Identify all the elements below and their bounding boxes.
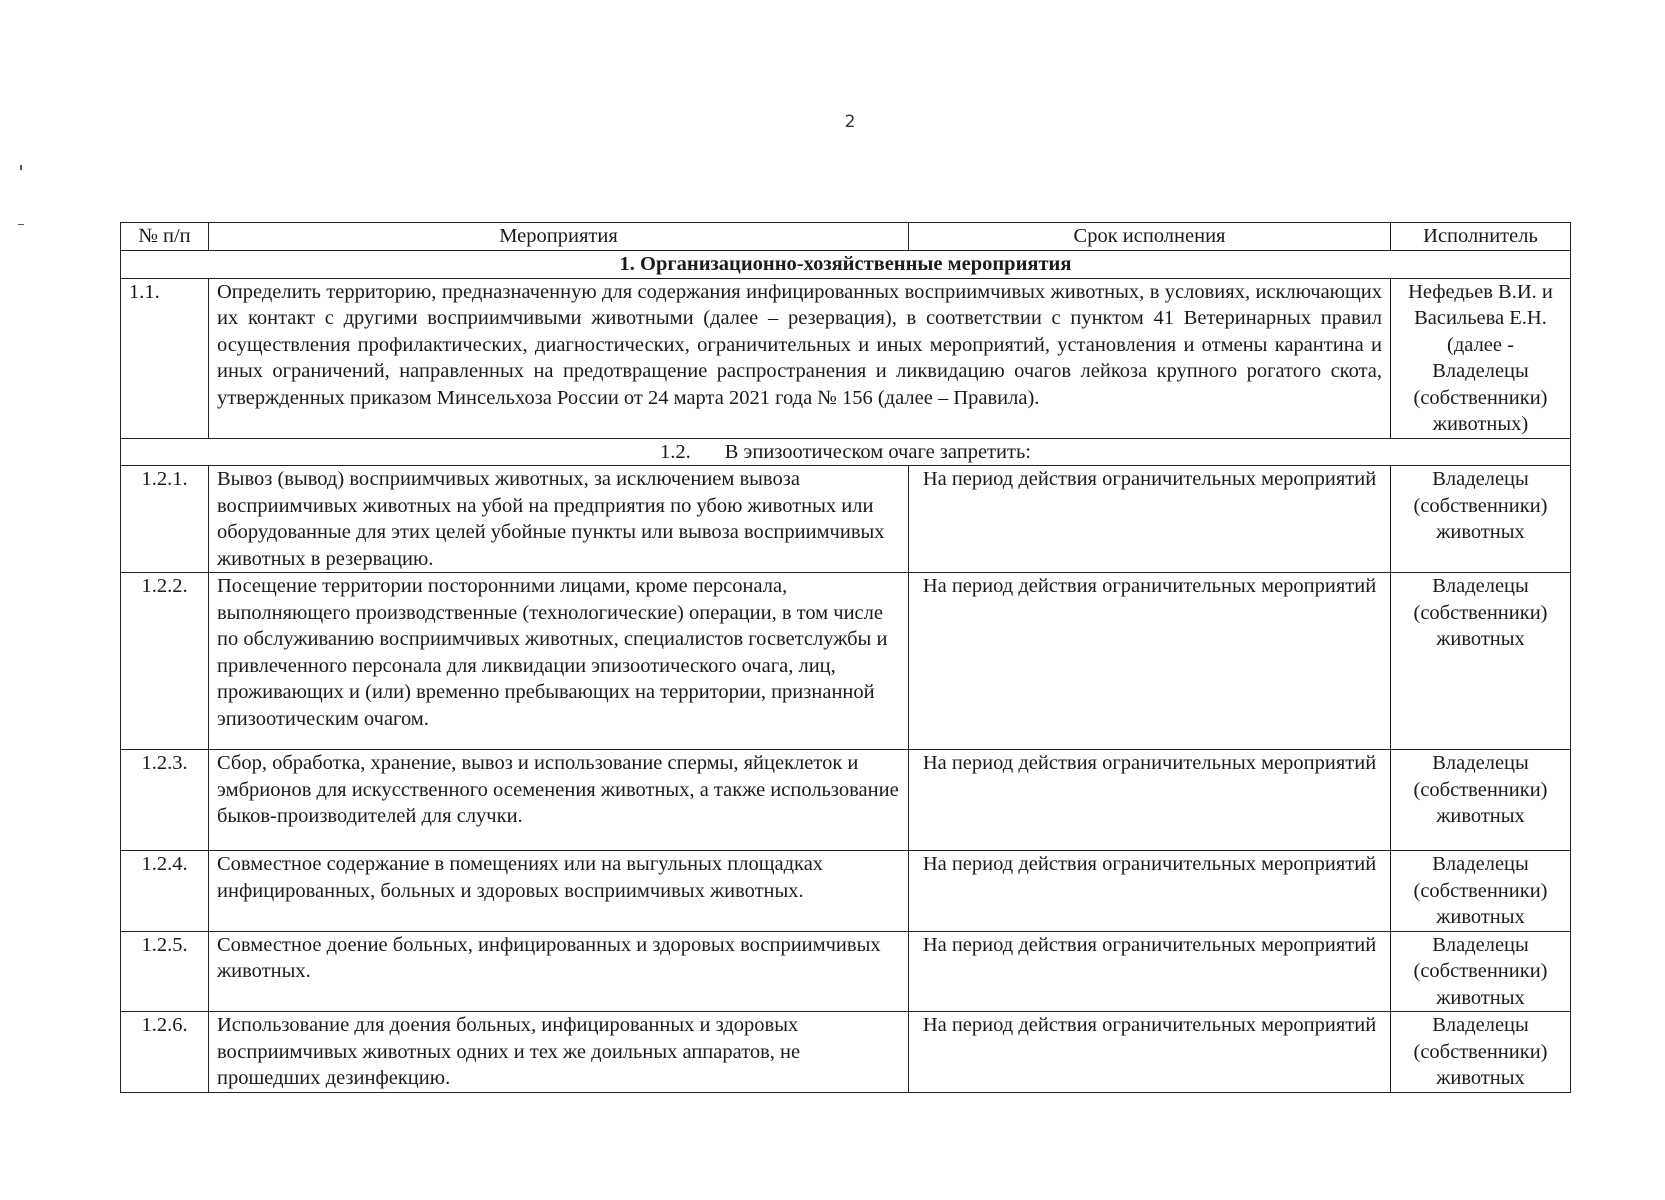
- table-row: [121, 1012, 1571, 1093]
- row-num: 1.2.4.: [121, 851, 209, 932]
- row-num: 1.2.5.: [121, 931, 209, 1012]
- row-activity: Сбор, обработка, хранение, вывоз и использование спермы, яйцеклеток и эмбрионов для искусственного осеменения животных, а также использование быков-производителей для случки.: [209, 750, 909, 851]
- row-executor: Владелецы (собственники) животных: [1391, 750, 1571, 851]
- subsection-text: В эпизоотическом очаге запретить:: [724, 440, 1031, 463]
- header-term: Срок исполнения: [909, 223, 1391, 251]
- row-activity: Использование для доения больных, инфицированных и здоровых восприимчивых животных одних и тех же доильных аппаратов, не прошедших дезинфекцию.: [209, 1012, 909, 1093]
- row-num: 1.1.: [121, 278, 209, 438]
- scan-artifact-mark: [20, 165, 22, 170]
- row-activity: Вывоз (вывод) восприимчивых животных, за исключением вывоза восприимчивых животных на убой на предприятия по убою животных или оборудованные для этих целей убойные пункты или вывоза восприимчивых животных в резервацию.: [209, 466, 909, 573]
- row-executor: Владелецы (собственники) животных: [1391, 851, 1571, 932]
- measures-table: [120, 222, 1571, 1093]
- row-activity: Совместное содержание в помещениях или на выгульных площадках инфицированных, больных и здоровых восприимчивых животных.: [209, 851, 909, 932]
- row-executor: Владелецы (собственники) животных: [1391, 573, 1571, 750]
- page-number: 2: [844, 112, 856, 132]
- row-num: 1.2.1.: [121, 466, 209, 573]
- row-term: На период действия ограничительных мероприятий: [909, 851, 1391, 932]
- header-activity: Мероприятия: [209, 223, 909, 251]
- row-executor: Нефедьев В.И. и Васильева Е.Н. (далее - Владелецы (собственники) животных): [1391, 278, 1571, 438]
- row-activity: Определить территорию, предназначенную для содержания инфицированных восприимчивых животных, в условиях, исключающих их контакт с другими восприимчивыми животными (далее – резервация), в соответствии с пунктом 41 Ветеринарных правил осуществления профилактических, диагностических, ограничительных и иных мероприятий, установления и отмены карантина и иных ограничений, направленных на предотвращение распространения и ликвидацию очагов лейкоза крупного рогатого скота, утвержденных приказом Минсельхоза России от 24 марта 2021 года № 156 (далее – Правила).: [209, 278, 1391, 438]
- row-num: 1.2.3.: [121, 750, 209, 851]
- row-term: На период действия ограничительных мероприятий: [909, 931, 1391, 1012]
- subsection-title: [121, 438, 1571, 466]
- row-activity: Посещение территории посторонними лицами, кроме персонала, выполняющего производственные (технологические) операции, в том числе по обслуживанию восприимчивых животных, специалистов госветслужбы и привлеченного персонала для ликвидации эпизоотического очага, лиц, проживающих и (или) временно пребывающих на территории, признанной эпизоотическим очагом.: [209, 573, 909, 750]
- section-title-row: [121, 250, 1571, 278]
- subsection-num: 1.2.: [660, 440, 691, 463]
- row-term: На период действия ограничительных мероприятий: [909, 573, 1391, 750]
- subsection-row: [121, 438, 1571, 466]
- row-term: На период действия ограничительных мероприятий: [909, 750, 1391, 851]
- section-title: 1. Организационно-хозяйственные мероприятия: [121, 250, 1571, 278]
- row-num: 1.2.6.: [121, 1012, 209, 1093]
- table-row: [121, 466, 1571, 573]
- table-row: [121, 278, 1571, 438]
- table-row: [121, 851, 1571, 932]
- row-num: 1.2.2.: [121, 573, 209, 750]
- row-activity: Совместное доение больных, инфицированных и здоровых восприимчивых животных.: [209, 931, 909, 1012]
- table-row: [121, 931, 1571, 1012]
- scan-artifact-mark: [18, 224, 24, 225]
- row-executor: Владелецы (собственники) животных: [1391, 466, 1571, 573]
- header-executor: Исполнитель: [1391, 223, 1571, 251]
- table-header-row: [121, 223, 1571, 251]
- row-executor: Владелецы (собственники) животных: [1391, 1012, 1571, 1093]
- table-row: [121, 573, 1571, 750]
- header-num: № п/п: [121, 223, 209, 251]
- row-term: На период действия ограничительных мероприятий: [909, 1012, 1391, 1093]
- table-row: [121, 750, 1571, 851]
- row-executor: Владелецы (собственники) животных: [1391, 931, 1571, 1012]
- row-term: На период действия ограничительных мероприятий: [909, 466, 1391, 573]
